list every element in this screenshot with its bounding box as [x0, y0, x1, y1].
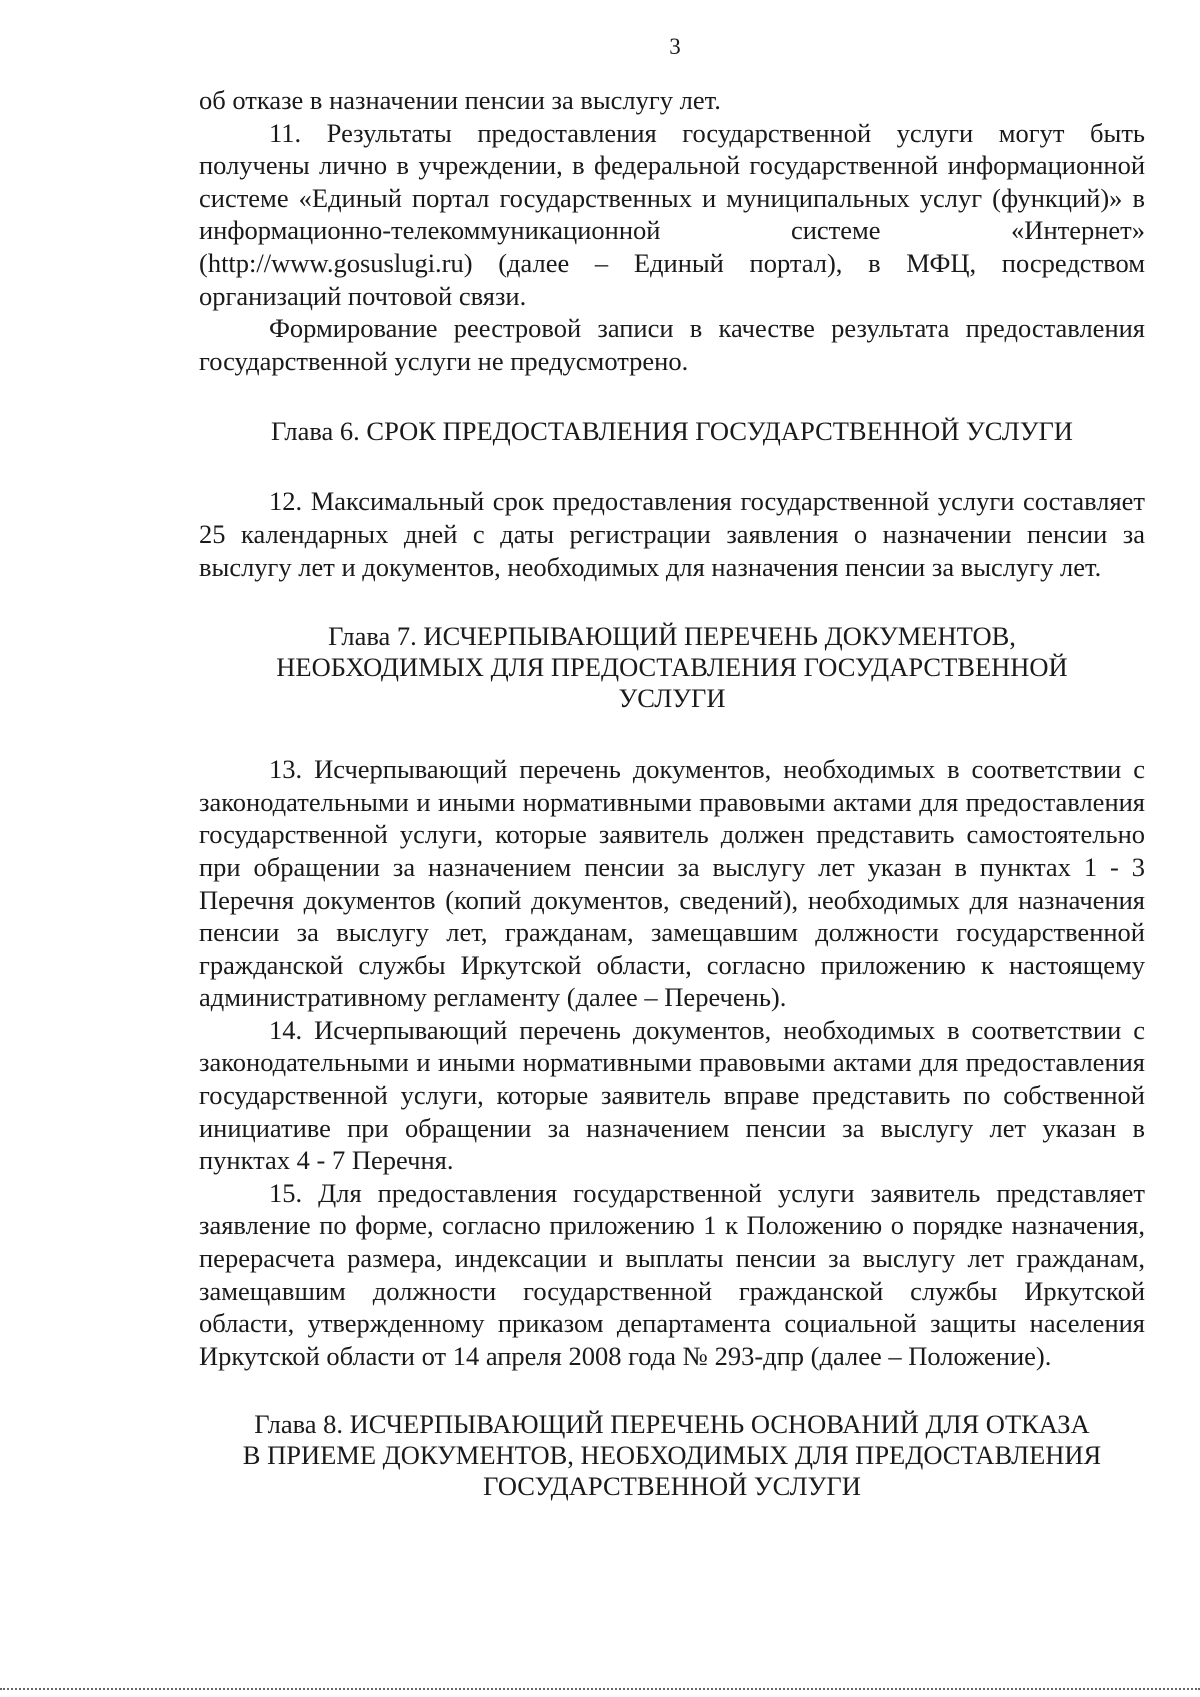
paragraph-15: 15. Для предоставления государственной услуги заявитель представляет заявление по форме, согласно приложению 1 к Положению о порядке назначения, перерасчета размера, индексации и выплаты пенсии за выслугу лет гражданам, замещавшим должности государственной гражданской службы Иркутской области, утвержденному приказом департамента социальной защиты населения Иркутской области от 14 апреля 2008 года № 293-дпр (далее – Положение). [199, 1177, 1145, 1371]
chapter-8-heading [199, 1409, 1145, 1502]
chapter-8-heading-line-2: В ПРИЕМЕ ДОКУМЕНТОВ, НЕОБХОДИМЫХ ДЛЯ ПРЕДОСТАВЛЕНИЯ [242, 1440, 1102, 1471]
page-bottom-edge [0, 1688, 1200, 1690]
document-body [199, 84, 1145, 1502]
chapter-8-heading-line-1: Глава 8. ИСЧЕРПЫВАЮЩИЙ ПЕРЕЧЕНЬ ОСНОВАНИЙ ДЛЯ ОТКАЗА [254, 1409, 1090, 1440]
chapter-7-heading-line-2: НЕОБХОДИМЫХ ДЛЯ ПРЕДОСТАВЛЕНИЯ ГОСУДАРСТВЕННОЙ [276, 652, 1068, 683]
chapter-7-heading-line-1: Глава 7. ИСЧЕРПЫВАЮЩИЙ ПЕРЕЧЕНЬ ДОКУМЕНТОВ, [328, 621, 1016, 652]
page-number: 3 [669, 34, 681, 59]
chapter-8-heading-line-3: ГОСУДАРСТВЕННОЙ УСЛУГИ [483, 1471, 861, 1502]
chapter-7-heading-line-3: УСЛУГИ [618, 683, 726, 714]
paragraph-12: 12. Максимальный срок предоставления государственной услуги составляет 25 календарных дней с даты регистрации заявления о назначении пенсии за выслугу лет и документов, необходимых для назначения пенсии за выслугу лет. [199, 486, 1145, 582]
paragraph-continuation: об отказе в назначении пенсии за выслугу лет. [199, 85, 721, 115]
paragraph-13: 13. Исчерпывающий перечень документов, необходимых в соответствии с законодательными и иными нормативными правовыми актами для предоставления государственной услуги, которые заявитель должен представить самостоятельно при обращении за назначением пенсии за выслугу лет указан в пунктах 1 - 3 Перечня документов (копий документов, сведений), необходимых для назначения пенсии за выслугу лет, гражданам, замещавшим должности государственной гражданской службы Иркутской области, согласно приложению к настоящему административному регламенту (далее – Перечень). [199, 754, 1145, 1013]
chapter-6-heading: Глава 6. СРОК ПРЕДОСТАВЛЕНИЯ ГОСУДАРСТВЕННОЙ УСЛУГИ [271, 416, 1073, 447]
chapter-7-heading [199, 621, 1145, 714]
paragraph-14: 14. Исчерпывающий перечень документов, необходимых в соответствии с законодательными и иными нормативными правовыми актами для предоставления государственной услуги, которые заявитель вправе представить по собственной инициативе при обращении за назначением пенсии за выслугу лет указан в пунктах 4 - 7 Перечня. [199, 1014, 1145, 1176]
paragraph-registry-record: Формирование реестровой записи в качестве результата предоставления государственной услуги не предусмотрено. [199, 313, 1145, 376]
paragraph-11: 11. Результаты предоставления государственной услуги могут быть получены лично в учреждении, в федеральной государственной информационной системе «Единый портал государственных и муниципальных услуг (функций)» в информационно-телекоммуникационной системе «Интернет» (http://www.gosuslugi.ru) (далее – Единый портал), в МФЦ, посредством организаций почтовой связи. [199, 117, 1145, 311]
